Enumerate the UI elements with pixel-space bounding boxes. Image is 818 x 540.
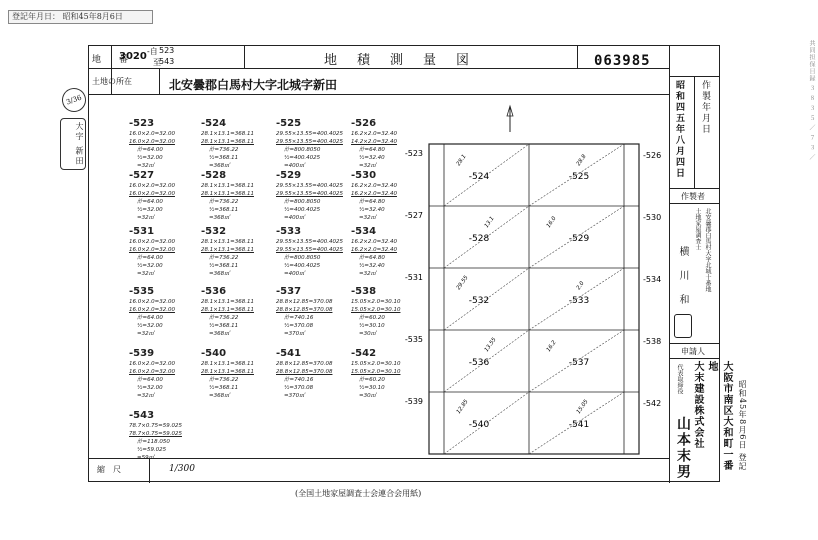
calc-line: 計=64.80 <box>359 147 385 153</box>
calc-line: ½=32.40 <box>359 155 385 161</box>
calc-line: 計=800.8050 <box>284 199 321 205</box>
lot-sub-to: 543 <box>159 57 175 66</box>
calc-line: 28.8×12.85=370.08 <box>276 369 333 375</box>
lot-number-label: 地 番 <box>92 55 129 65</box>
survey-sheet <box>88 45 732 482</box>
calc-line: 16.0×2.0=32.00 <box>129 299 175 305</box>
calc-line: =30㎡ <box>359 331 377 337</box>
divider <box>669 203 719 204</box>
calc-line: 計=60.20 <box>359 377 385 383</box>
divider <box>577 46 578 68</box>
calc-line: 計=800.8050 <box>284 147 321 153</box>
calc-line: ½=30.10 <box>359 323 385 329</box>
calc-line: =370㎡ <box>284 393 305 399</box>
divider <box>244 46 245 68</box>
plot-dimension: 13.1 <box>483 215 496 230</box>
calc-line: 14.2×2.0=32.40 <box>351 139 397 145</box>
plot-lot-label: -536 <box>468 358 490 368</box>
calc-line: ½=32.40 <box>359 207 385 213</box>
calc-line: 28.1×13.1=368.11 <box>201 307 254 313</box>
calc-line: 15.05×2.0=30.10 <box>351 369 401 375</box>
plot-lot-label: -537 <box>568 358 590 368</box>
calc-parcel-id: -527 <box>129 170 155 181</box>
calc-line: 16.2×2.0=32.40 <box>351 247 397 253</box>
plot-edge-label: -527 <box>404 211 423 220</box>
calc-line: =32㎡ <box>137 331 155 337</box>
calc-line: =370㎡ <box>284 331 305 337</box>
calc-line: 28.1×13.1=368.11 <box>201 131 254 137</box>
plot-edge-label: -523 <box>404 149 423 158</box>
calc-parcel-id: -538 <box>351 286 377 297</box>
maker-seal <box>674 314 692 338</box>
margin-note: 3/36 <box>59 85 90 116</box>
maker-name: 横川和 <box>677 246 688 318</box>
plot-dimension: 16.2 <box>545 339 558 354</box>
plot-edge-label: -538 <box>643 337 662 346</box>
calc-block <box>276 348 332 400</box>
calc-line: 16.0×2.0=32.00 <box>129 307 175 313</box>
calc-parcel-id: -524 <box>201 118 227 129</box>
calc-line: 15.05×2.0=30.10 <box>351 307 401 313</box>
calc-line: 16.2×2.0=32.40 <box>351 191 397 197</box>
plot-edge-label: -542 <box>643 399 662 408</box>
page-title: 地積測量図 <box>324 53 490 68</box>
calc-block <box>351 348 400 400</box>
plot-dimension: 2.0 <box>575 280 586 292</box>
calc-line: 28.1×13.1=368.11 <box>201 183 254 189</box>
applicant-label: 申請人 <box>681 347 705 356</box>
calc-line: 28.1×13.1=368.11 <box>201 139 254 145</box>
calc-block <box>276 286 332 338</box>
divider <box>669 343 719 344</box>
document-number: 063985 <box>594 53 651 69</box>
calc-line: =32㎡ <box>137 215 155 221</box>
calc-parcel-id: -528 <box>201 170 227 181</box>
side-reference-note: 共同担保目録 ３ ８ ３ ５ ／ ７ ３ ／ <box>808 40 815 162</box>
calc-line: 計=736.22 <box>209 377 239 383</box>
calc-parcel-id: -523 <box>129 118 155 129</box>
calc-parcel-id: -540 <box>201 348 227 359</box>
plot-lot-label: -529 <box>568 234 590 244</box>
calc-line: ½=32.40 <box>359 263 385 269</box>
calc-line: 15.05×2.0=30.10 <box>351 361 401 367</box>
calc-line: 計=64.00 <box>137 147 163 153</box>
calc-block <box>201 286 254 338</box>
plot-lot-label: -525 <box>568 172 590 182</box>
calc-line: 計=736.22 <box>209 199 239 205</box>
calc-block <box>129 348 175 400</box>
calc-line: =400㎡ <box>284 215 305 221</box>
calc-block <box>129 410 182 462</box>
calc-line: 計=60.20 <box>359 315 385 321</box>
calc-parcel-id: -536 <box>201 286 227 297</box>
calc-block <box>129 170 175 222</box>
calc-line: =32㎡ <box>137 163 155 169</box>
scale-label: 縮 尺 <box>97 465 121 474</box>
plot-dimension: 12.85 <box>455 398 470 416</box>
calc-line: 28.1×13.1=368.11 <box>201 239 254 245</box>
plot-dimension: 28.8 <box>575 153 588 168</box>
calc-block <box>201 348 254 400</box>
calc-line: 78.7×0.75=59.025 <box>129 423 182 429</box>
calc-parcel-id: -529 <box>276 170 302 181</box>
margin-stamp: 大字 新田 <box>60 118 86 170</box>
plot-edge-label: -534 <box>643 275 662 284</box>
calc-parcel-id: -539 <box>129 348 155 359</box>
registration-date-stamp: 登記年月日： 昭和45年8月6日 <box>8 10 153 24</box>
plot-lot-label: -532 <box>468 296 490 306</box>
divider <box>89 94 669 95</box>
maker-title: 土地家屋調査士 <box>694 208 701 250</box>
calc-line: 計=64.80 <box>359 255 385 261</box>
calc-line: ½=32.00 <box>137 207 163 213</box>
calc-line: 計=64.00 <box>137 255 163 261</box>
calc-line: ½=32.00 <box>137 323 163 329</box>
date-label: 作製年月日 <box>700 80 710 135</box>
applicant-role: 代表取締役 <box>676 364 683 394</box>
calc-line: =368㎡ <box>209 331 230 337</box>
calc-parcel-id: -534 <box>351 226 377 237</box>
calc-line: ½=368.11 <box>209 385 239 391</box>
location-label: 土地の所在 <box>92 77 132 86</box>
scale-value: 1/300 <box>169 464 195 474</box>
calc-line: =32㎡ <box>137 393 155 399</box>
calc-line: ½=59.025 <box>137 447 167 453</box>
calc-line: 16.0×2.0=32.00 <box>129 131 175 137</box>
calc-line: ½=368.11 <box>209 263 239 269</box>
footer-note: (全国土地家屋調査士会連合会用紙) <box>295 489 422 498</box>
calc-line: 16.0×2.0=32.00 <box>129 369 175 375</box>
plot-lot-label: -533 <box>568 296 590 306</box>
plot-edge-label: -526 <box>643 151 662 160</box>
calc-line: =400㎡ <box>284 163 305 169</box>
calc-line: 計=64.00 <box>137 377 163 383</box>
calc-line: 29.55×13.55=400.4025 <box>276 139 343 145</box>
calc-block <box>276 118 343 170</box>
calc-line: ½=370.08 <box>284 323 314 329</box>
calc-block <box>201 118 254 170</box>
plot-lot-label: -540 <box>468 420 490 430</box>
calc-parcel-id: -535 <box>129 286 155 297</box>
calc-block <box>129 286 175 338</box>
calc-line: 16.0×2.0=32.00 <box>129 191 175 197</box>
calc-line: 78.7×0.75=59.025 <box>129 431 182 437</box>
calc-line: 計=740.16 <box>284 377 314 383</box>
calc-line: =400㎡ <box>284 271 305 277</box>
lot-main-number: 3020 <box>119 51 147 62</box>
lot-range-from-label: -自 <box>147 47 158 56</box>
plot-dimension: 15.05 <box>575 398 590 416</box>
calc-line: ½=368.11 <box>209 155 239 161</box>
north-arrow <box>504 104 516 134</box>
calc-line: 16.0×2.0=32.00 <box>129 139 175 145</box>
divider <box>159 68 160 94</box>
calc-block <box>129 226 175 278</box>
calc-line: 28.1×13.1=368.11 <box>201 299 254 305</box>
calc-line: 16.2×2.0=32.40 <box>351 183 397 189</box>
calc-line: ½=32.00 <box>137 385 163 391</box>
calc-block <box>201 170 254 222</box>
calc-line: =368㎡ <box>209 271 230 277</box>
calc-block <box>351 226 397 278</box>
divider <box>669 358 719 359</box>
calc-line: 28.1×13.1=368.11 <box>201 361 254 367</box>
calc-line: 計=740.16 <box>284 315 314 321</box>
calc-line: 16.2×2.0=32.40 <box>351 239 397 245</box>
calc-line: =32㎡ <box>359 215 377 221</box>
applicant-company: 大末建設株式会社 <box>692 361 703 449</box>
calc-line: 29.55×13.55=400.4025 <box>276 183 343 189</box>
plot-lot-label: -528 <box>468 234 490 244</box>
calc-line: ½=400.4025 <box>284 155 321 161</box>
calc-line: 計=118.050 <box>137 439 170 445</box>
maker-label: 作製者 <box>681 192 705 201</box>
calc-line: 計=64.00 <box>137 315 163 321</box>
plot-dimension: 28.1 <box>455 153 468 168</box>
calc-line: 29.55×13.55=400.4025 <box>276 131 343 137</box>
calc-line: ½=368.11 <box>209 323 239 329</box>
calc-parcel-id: -542 <box>351 348 377 359</box>
calc-line: =30㎡ <box>359 393 377 399</box>
plot-dimension: 29.55 <box>455 274 470 292</box>
calc-line: 29.55×13.55=400.4025 <box>276 191 343 197</box>
calc-block <box>276 170 343 222</box>
calc-line: =368㎡ <box>209 393 230 399</box>
calc-line: 28.8×12.85=370.08 <box>276 361 333 367</box>
plot-lot-label: -524 <box>468 172 490 182</box>
calc-line: 16.0×2.0=32.00 <box>129 239 175 245</box>
calc-parcel-id: -525 <box>276 118 302 129</box>
plot-edge-label: -539 <box>404 397 423 406</box>
calc-line: =59㎡ <box>137 455 155 461</box>
calc-block <box>351 118 397 170</box>
calc-block <box>351 170 397 222</box>
calc-line: =32㎡ <box>137 271 155 277</box>
calc-line: 計=64.00 <box>137 199 163 205</box>
land-location: 北安曇郡白馬村大字北城字新田 <box>169 78 338 92</box>
date-value: 昭和四五年八月四日 <box>674 80 684 179</box>
lot-range-to-label: 至 <box>153 58 161 67</box>
calc-line: 16.0×2.0=32.00 <box>129 247 175 253</box>
calc-line: 16.0×2.0=32.00 <box>129 361 175 367</box>
divider <box>89 68 669 69</box>
calc-line: =32㎡ <box>359 271 377 277</box>
maker-address: 北安曇郡白馬村大字北城十番地 <box>704 208 711 292</box>
calc-line: ½=32.00 <box>137 263 163 269</box>
calc-line: 計=736.22 <box>209 147 239 153</box>
calc-block <box>276 226 343 278</box>
applicant-name: 山本末男 <box>675 416 691 480</box>
calc-line: 28.1×13.1=368.11 <box>201 191 254 197</box>
calc-parcel-id: -541 <box>276 348 302 359</box>
calc-line: ½=400.4025 <box>284 263 321 269</box>
calc-line: =368㎡ <box>209 215 230 221</box>
plot-edge-label: -531 <box>404 273 423 282</box>
calc-parcel-id: -537 <box>276 286 302 297</box>
calc-line: ½=368.11 <box>209 207 239 213</box>
calc-line: 計=736.22 <box>209 255 239 261</box>
calc-parcel-id: -526 <box>351 118 377 129</box>
plot-dimension: 16.0 <box>545 215 558 230</box>
lot-sub-from: 523 <box>159 46 175 55</box>
calc-parcel-id: -543 <box>129 410 155 421</box>
calc-line: =32㎡ <box>359 163 377 169</box>
calc-line: 28.1×13.1=368.11 <box>201 369 254 375</box>
calc-line: 29.55×13.55=400.4025 <box>276 247 343 253</box>
calc-parcel-id: -530 <box>351 170 377 181</box>
calc-line: 28.8×12.85=370.08 <box>276 307 333 313</box>
calc-line: ½=400.4025 <box>284 207 321 213</box>
calc-line: ½=370.08 <box>284 385 314 391</box>
applicant-address: 大阪市南区大和町一番地 <box>706 361 732 471</box>
calc-line: 29.55×13.55=400.4025 <box>276 239 343 245</box>
calc-line: 28.1×13.1=368.11 <box>201 247 254 253</box>
received-stamp: 昭和45年8月6日 登記 <box>738 380 747 471</box>
calc-line: ½=32.00 <box>137 155 163 161</box>
calc-line: 計=736.22 <box>209 315 239 321</box>
divider <box>669 188 719 189</box>
calc-line: 計=800.8050 <box>284 255 321 261</box>
divider <box>694 76 695 188</box>
calc-parcel-id: -533 <box>276 226 302 237</box>
plot-edge-label: -535 <box>404 335 423 344</box>
plot-lot-label: -541 <box>568 420 590 430</box>
plot-edge-label: -530 <box>643 213 662 222</box>
calc-block <box>129 118 175 170</box>
plot-dimension: 13.55 <box>483 336 498 354</box>
calc-line: ½=30.10 <box>359 385 385 391</box>
survey-plot <box>404 136 674 466</box>
calc-block <box>351 286 400 338</box>
calc-parcel-id: -532 <box>201 226 227 237</box>
calc-parcel-id: -531 <box>129 226 155 237</box>
calc-block <box>201 226 254 278</box>
calc-line: 計=64.80 <box>359 199 385 205</box>
calc-line: 15.05×2.0=30.10 <box>351 299 401 305</box>
calc-line: =368㎡ <box>209 163 230 169</box>
calc-line: 28.8×12.85=370.08 <box>276 299 333 305</box>
calc-line: 16.2×2.0=32.40 <box>351 131 397 137</box>
calc-line: 16.0×2.0=32.00 <box>129 183 175 189</box>
